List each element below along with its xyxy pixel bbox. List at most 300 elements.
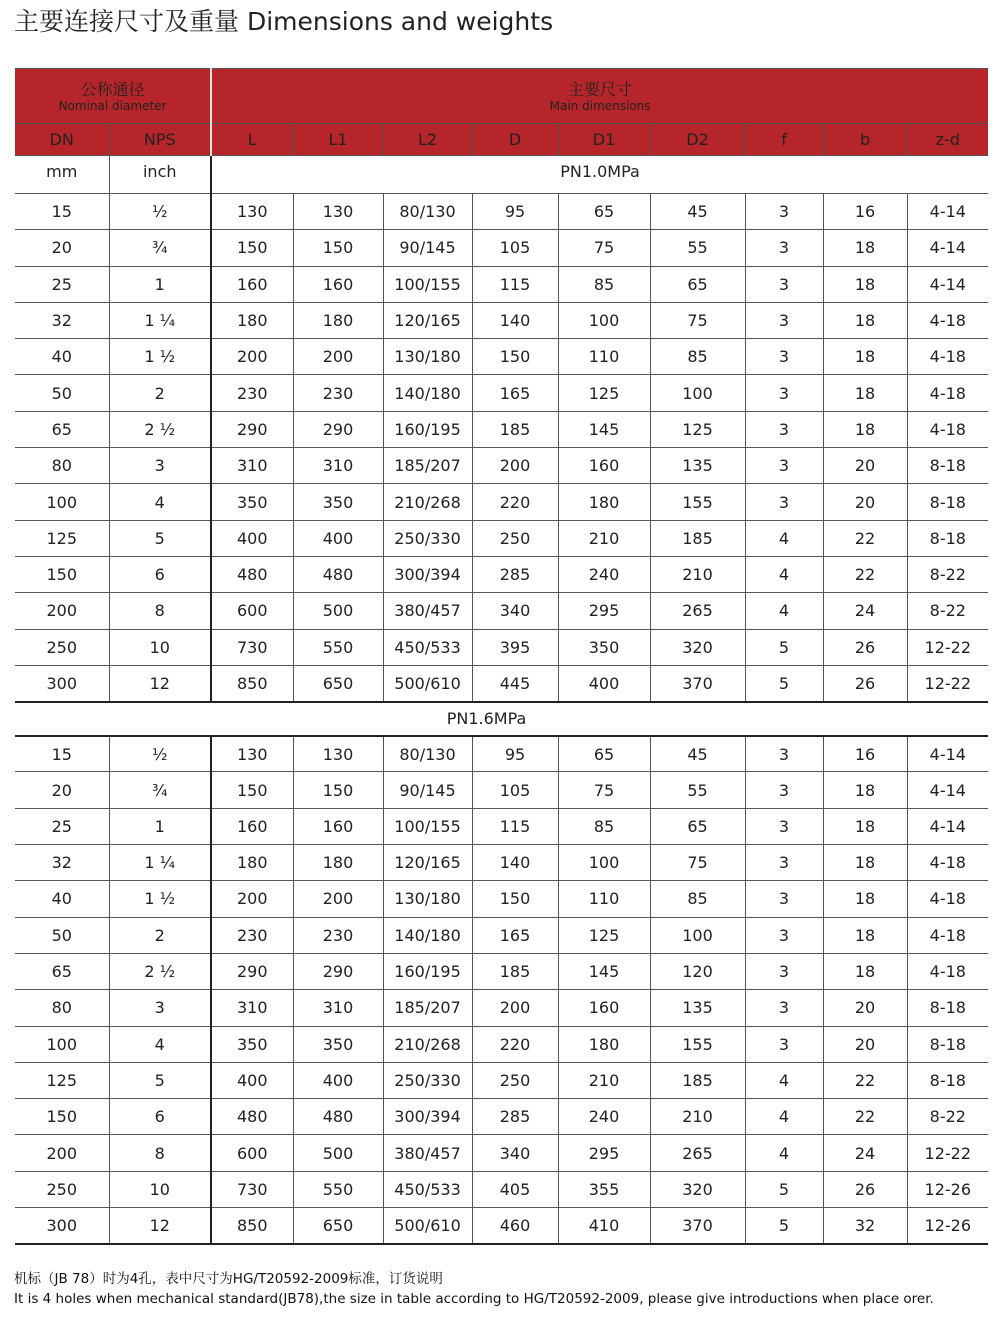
cell-l2: 380/457 bbox=[383, 1135, 472, 1171]
cell-f: 5 bbox=[745, 1171, 823, 1207]
cell-dn: 32 bbox=[15, 845, 109, 881]
cell-f: 3 bbox=[745, 448, 823, 484]
cell-l1: 310 bbox=[293, 448, 383, 484]
cell-nps: ¾ bbox=[109, 772, 211, 808]
page-title: 主要连接尺寸及重量 Dimensions and weights bbox=[14, 7, 554, 36]
col-header-d2: D2 bbox=[650, 124, 745, 156]
cell-f: 3 bbox=[745, 302, 823, 338]
cell-d2: 265 bbox=[650, 1135, 745, 1171]
cell-l2: 130/180 bbox=[383, 881, 472, 917]
cell-d1: 145 bbox=[558, 411, 650, 447]
cell-b: 18 bbox=[823, 375, 907, 411]
cell-dn: 250 bbox=[15, 1171, 109, 1207]
cell-b: 18 bbox=[823, 917, 907, 953]
cell-dn: 150 bbox=[15, 556, 109, 592]
cell-d1: 160 bbox=[558, 448, 650, 484]
cell-d2: 120 bbox=[650, 953, 745, 989]
cell-l: 730 bbox=[211, 1171, 293, 1207]
cell-f: 3 bbox=[745, 736, 823, 772]
cell-dn: 65 bbox=[15, 411, 109, 447]
cell-f: 3 bbox=[745, 845, 823, 881]
column-header-row bbox=[15, 124, 988, 156]
cell-b: 18 bbox=[823, 411, 907, 447]
cell-l: 230 bbox=[211, 375, 293, 411]
cell-f: 4 bbox=[745, 593, 823, 629]
cell-b: 18 bbox=[823, 266, 907, 302]
cell-f: 5 bbox=[745, 1208, 823, 1244]
cell-nps: 8 bbox=[109, 593, 211, 629]
cell-d1: 295 bbox=[558, 1135, 650, 1171]
cell-nps: 5 bbox=[109, 1062, 211, 1098]
unit-mm: mm bbox=[15, 156, 109, 194]
table-row bbox=[15, 266, 988, 302]
cell-f: 4 bbox=[745, 1062, 823, 1098]
col-header-nps: NPS bbox=[109, 124, 211, 156]
cell-l1: 200 bbox=[293, 881, 383, 917]
cell-d2: 320 bbox=[650, 629, 745, 665]
cell-b: 18 bbox=[823, 772, 907, 808]
cell-nps: 2 ½ bbox=[109, 411, 211, 447]
cell-nps: 8 bbox=[109, 1135, 211, 1171]
cell-f: 3 bbox=[745, 484, 823, 520]
cell-l2: 140/180 bbox=[383, 917, 472, 953]
cell-z-d: 8-22 bbox=[907, 556, 988, 592]
cell-nps: 3 bbox=[109, 990, 211, 1026]
cell-dn: 20 bbox=[15, 230, 109, 266]
cell-d2: 265 bbox=[650, 593, 745, 629]
cell-l2: 250/330 bbox=[383, 520, 472, 556]
cell-l1: 650 bbox=[293, 665, 383, 701]
cell-nps: 1 ¼ bbox=[109, 845, 211, 881]
cell-l2: 210/268 bbox=[383, 484, 472, 520]
cell-l1: 130 bbox=[293, 736, 383, 772]
cell-dn: 20 bbox=[15, 772, 109, 808]
cell-d2: 45 bbox=[650, 194, 745, 230]
cell-l1: 650 bbox=[293, 1208, 383, 1244]
cell-d1: 125 bbox=[558, 917, 650, 953]
cell-nps: 1 ¼ bbox=[109, 302, 211, 338]
cell-d: 445 bbox=[472, 665, 558, 701]
cell-l2: 185/207 bbox=[383, 448, 472, 484]
cell-nps: 1 ½ bbox=[109, 339, 211, 375]
cell-l1: 500 bbox=[293, 593, 383, 629]
cell-f: 4 bbox=[745, 1099, 823, 1135]
cell-d: 185 bbox=[472, 411, 558, 447]
cell-l2: 210/268 bbox=[383, 1026, 472, 1062]
cell-d2: 135 bbox=[650, 990, 745, 1026]
cell-l1: 290 bbox=[293, 411, 383, 447]
cell-l2: 130/180 bbox=[383, 339, 472, 375]
main-dimensions-cn: 主要尺寸 bbox=[568, 79, 633, 99]
cell-l: 160 bbox=[211, 808, 293, 844]
cell-b: 18 bbox=[823, 339, 907, 375]
table-row bbox=[15, 1062, 988, 1098]
table-row bbox=[15, 1208, 988, 1244]
table-row bbox=[15, 302, 988, 338]
cell-l2: 120/165 bbox=[383, 845, 472, 881]
cell-l2: 80/130 bbox=[383, 736, 472, 772]
footnote-cn: 机标（JB 78）时为4孔，表中尺寸为HG/T20592-2009标准，订货说明 bbox=[14, 1271, 443, 1287]
table-row bbox=[15, 411, 988, 447]
col-header-b: b bbox=[823, 124, 907, 156]
cell-nps: 6 bbox=[109, 556, 211, 592]
cell-d2: 55 bbox=[650, 230, 745, 266]
cell-f: 5 bbox=[745, 629, 823, 665]
table-row bbox=[15, 917, 988, 953]
cell-f: 3 bbox=[745, 194, 823, 230]
cell-nps: 1 bbox=[109, 266, 211, 302]
cell-l1: 160 bbox=[293, 266, 383, 302]
col-header-d1: D1 bbox=[558, 124, 650, 156]
nominal-diameter-cn: 公称通径 bbox=[80, 79, 145, 99]
cell-b: 18 bbox=[823, 845, 907, 881]
section-header-row bbox=[15, 156, 988, 194]
cell-d2: 100 bbox=[650, 917, 745, 953]
cell-nps: 10 bbox=[109, 629, 211, 665]
cell-d: 220 bbox=[472, 1026, 558, 1062]
table-row bbox=[15, 484, 988, 520]
cell-d1: 355 bbox=[558, 1171, 650, 1207]
cell-nps: 2 bbox=[109, 375, 211, 411]
cell-l: 200 bbox=[211, 339, 293, 375]
cell-l2: 500/610 bbox=[383, 665, 472, 701]
cell-dn: 125 bbox=[15, 1062, 109, 1098]
cell-z-d: 4-14 bbox=[907, 266, 988, 302]
cell-f: 3 bbox=[745, 230, 823, 266]
cell-z-d: 8-18 bbox=[907, 1026, 988, 1062]
cell-d1: 75 bbox=[558, 772, 650, 808]
col-header-dn: DN bbox=[15, 124, 109, 156]
cell-d: 150 bbox=[472, 881, 558, 917]
cell-dn: 125 bbox=[15, 520, 109, 556]
cell-l1: 150 bbox=[293, 230, 383, 266]
cell-nps: 6 bbox=[109, 1099, 211, 1135]
cell-b: 22 bbox=[823, 1099, 907, 1135]
table-row bbox=[15, 1135, 988, 1171]
cell-d: 115 bbox=[472, 266, 558, 302]
cell-dn: 150 bbox=[15, 1099, 109, 1135]
cell-d: 460 bbox=[472, 1208, 558, 1244]
cell-z-d: 8-18 bbox=[907, 484, 988, 520]
cell-z-d: 8-22 bbox=[907, 593, 988, 629]
cell-d: 95 bbox=[472, 194, 558, 230]
cell-nps: 1 ½ bbox=[109, 881, 211, 917]
cell-d1: 85 bbox=[558, 266, 650, 302]
table-row bbox=[15, 845, 988, 881]
cell-dn: 100 bbox=[15, 484, 109, 520]
cell-f: 3 bbox=[745, 772, 823, 808]
cell-l: 350 bbox=[211, 484, 293, 520]
cell-dn: 40 bbox=[15, 339, 109, 375]
cell-d: 250 bbox=[472, 1062, 558, 1098]
cell-nps: 4 bbox=[109, 1026, 211, 1062]
cell-d: 185 bbox=[472, 953, 558, 989]
table-row bbox=[15, 1099, 988, 1135]
cell-b: 20 bbox=[823, 1026, 907, 1062]
cell-l1: 150 bbox=[293, 772, 383, 808]
cell-b: 24 bbox=[823, 1135, 907, 1171]
table-row bbox=[15, 375, 988, 411]
table-row bbox=[15, 1026, 988, 1062]
cell-z-d: 8-18 bbox=[907, 990, 988, 1026]
cell-d1: 210 bbox=[558, 520, 650, 556]
cell-b: 22 bbox=[823, 556, 907, 592]
cell-d1: 210 bbox=[558, 1062, 650, 1098]
cell-d1: 65 bbox=[558, 194, 650, 230]
cell-d2: 210 bbox=[650, 1099, 745, 1135]
cell-d1: 180 bbox=[558, 1026, 650, 1062]
cell-b: 22 bbox=[823, 520, 907, 556]
cell-l2: 450/533 bbox=[383, 629, 472, 665]
cell-l2: 500/610 bbox=[383, 1208, 472, 1244]
cell-l1: 230 bbox=[293, 917, 383, 953]
cell-l1: 180 bbox=[293, 302, 383, 338]
cell-nps: ½ bbox=[109, 736, 211, 772]
table-row bbox=[15, 808, 988, 844]
table-row bbox=[15, 736, 988, 772]
table-row bbox=[15, 990, 988, 1026]
cell-z-d: 4-14 bbox=[907, 194, 988, 230]
cell-d: 200 bbox=[472, 448, 558, 484]
col-header-l2: L2 bbox=[383, 124, 472, 156]
cell-b: 26 bbox=[823, 629, 907, 665]
cell-l2: 90/145 bbox=[383, 772, 472, 808]
cell-d1: 145 bbox=[558, 953, 650, 989]
cell-d2: 370 bbox=[650, 1208, 745, 1244]
cell-dn: 25 bbox=[15, 266, 109, 302]
cell-d: 165 bbox=[472, 375, 558, 411]
cell-l1: 550 bbox=[293, 1171, 383, 1207]
cell-b: 22 bbox=[823, 1062, 907, 1098]
main-dimensions-header bbox=[211, 69, 988, 124]
cell-d1: 350 bbox=[558, 629, 650, 665]
table-row bbox=[15, 194, 988, 230]
cell-d1: 125 bbox=[558, 375, 650, 411]
cell-d1: 85 bbox=[558, 808, 650, 844]
cell-z-d: 4-18 bbox=[907, 302, 988, 338]
cell-b: 16 bbox=[823, 194, 907, 230]
cell-b: 26 bbox=[823, 1171, 907, 1207]
cell-l1: 310 bbox=[293, 990, 383, 1026]
table-body bbox=[15, 69, 988, 1244]
cell-f: 3 bbox=[745, 808, 823, 844]
cell-l1: 350 bbox=[293, 484, 383, 520]
cell-b: 18 bbox=[823, 808, 907, 844]
cell-z-d: 8-18 bbox=[907, 448, 988, 484]
cell-d1: 110 bbox=[558, 881, 650, 917]
cell-d2: 210 bbox=[650, 556, 745, 592]
cell-nps: 2 ½ bbox=[109, 953, 211, 989]
cell-d2: 75 bbox=[650, 845, 745, 881]
cell-nps: 3 bbox=[109, 448, 211, 484]
cell-d1: 240 bbox=[558, 556, 650, 592]
cell-d2: 135 bbox=[650, 448, 745, 484]
cell-d2: 100 bbox=[650, 375, 745, 411]
cell-d2: 75 bbox=[650, 302, 745, 338]
cell-z-d: 4-18 bbox=[907, 917, 988, 953]
cell-f: 3 bbox=[745, 953, 823, 989]
cell-d2: 85 bbox=[650, 881, 745, 917]
cell-b: 20 bbox=[823, 990, 907, 1026]
cell-l: 200 bbox=[211, 881, 293, 917]
cell-z-d: 4-18 bbox=[907, 339, 988, 375]
cell-l: 850 bbox=[211, 1208, 293, 1244]
cell-d1: 400 bbox=[558, 665, 650, 701]
cell-l: 310 bbox=[211, 990, 293, 1026]
footnotes bbox=[14, 1269, 934, 1309]
cell-dn: 250 bbox=[15, 629, 109, 665]
cell-l2: 380/457 bbox=[383, 593, 472, 629]
table-row bbox=[15, 556, 988, 592]
cell-d: 140 bbox=[472, 845, 558, 881]
cell-d2: 125 bbox=[650, 411, 745, 447]
cell-dn: 15 bbox=[15, 194, 109, 230]
table-row bbox=[15, 881, 988, 917]
cell-d: 105 bbox=[472, 772, 558, 808]
cell-l1: 160 bbox=[293, 808, 383, 844]
cell-z-d: 12-26 bbox=[907, 1208, 988, 1244]
cell-nps: 4 bbox=[109, 484, 211, 520]
cell-z-d: 4-14 bbox=[907, 230, 988, 266]
cell-l: 180 bbox=[211, 845, 293, 881]
cell-d1: 410 bbox=[558, 1208, 650, 1244]
table-row bbox=[15, 448, 988, 484]
cell-d: 220 bbox=[472, 484, 558, 520]
cell-d2: 65 bbox=[650, 266, 745, 302]
nominal-diameter-header bbox=[15, 69, 211, 124]
cell-d: 140 bbox=[472, 302, 558, 338]
cell-l2: 450/533 bbox=[383, 1171, 472, 1207]
cell-l1: 480 bbox=[293, 556, 383, 592]
cell-nps: 5 bbox=[109, 520, 211, 556]
cell-l1: 550 bbox=[293, 629, 383, 665]
table-row bbox=[15, 1171, 988, 1207]
cell-dn: 200 bbox=[15, 1135, 109, 1171]
table-row bbox=[15, 230, 988, 266]
pressure-class-label: PN1.6MPa bbox=[15, 702, 988, 736]
cell-l2: 300/394 bbox=[383, 1099, 472, 1135]
cell-l2: 160/195 bbox=[383, 953, 472, 989]
col-header-l1: L1 bbox=[293, 124, 383, 156]
cell-l1: 400 bbox=[293, 1062, 383, 1098]
table-row bbox=[15, 953, 988, 989]
cell-nps: ½ bbox=[109, 194, 211, 230]
main-dimensions-en: Main dimensions bbox=[549, 98, 651, 113]
cell-b: 26 bbox=[823, 665, 907, 701]
cell-nps: 10 bbox=[109, 1171, 211, 1207]
cell-l: 290 bbox=[211, 411, 293, 447]
cell-d: 95 bbox=[472, 736, 558, 772]
cell-z-d: 4-18 bbox=[907, 881, 988, 917]
cell-l: 230 bbox=[211, 917, 293, 953]
cell-d2: 65 bbox=[650, 808, 745, 844]
cell-l1: 200 bbox=[293, 339, 383, 375]
cell-b: 18 bbox=[823, 302, 907, 338]
cell-l: 310 bbox=[211, 448, 293, 484]
cell-l1: 290 bbox=[293, 953, 383, 989]
cell-nps: ¾ bbox=[109, 230, 211, 266]
table-row bbox=[15, 629, 988, 665]
cell-l: 400 bbox=[211, 1062, 293, 1098]
cell-l: 850 bbox=[211, 665, 293, 701]
cell-b: 18 bbox=[823, 953, 907, 989]
cell-f: 5 bbox=[745, 665, 823, 701]
footnote-en: It is 4 holes when mechanical standard(JB78),the size in table according to HG/T20592-2009, please give introductions when place orer. bbox=[14, 1291, 934, 1307]
cell-l2: 120/165 bbox=[383, 302, 472, 338]
cell-nps: 12 bbox=[109, 665, 211, 701]
cell-nps: 2 bbox=[109, 917, 211, 953]
cell-f: 3 bbox=[745, 917, 823, 953]
cell-d2: 185 bbox=[650, 520, 745, 556]
cell-z-d: 8-18 bbox=[907, 1062, 988, 1098]
cell-l: 130 bbox=[211, 194, 293, 230]
col-header-d: D bbox=[472, 124, 558, 156]
cell-f: 4 bbox=[745, 1135, 823, 1171]
cell-l: 180 bbox=[211, 302, 293, 338]
cell-l2: 250/330 bbox=[383, 1062, 472, 1098]
cell-d: 405 bbox=[472, 1171, 558, 1207]
cell-d: 105 bbox=[472, 230, 558, 266]
cell-dn: 200 bbox=[15, 593, 109, 629]
cell-l: 480 bbox=[211, 556, 293, 592]
cell-b: 32 bbox=[823, 1208, 907, 1244]
cell-f: 3 bbox=[745, 990, 823, 1026]
cell-dn: 32 bbox=[15, 302, 109, 338]
cell-b: 20 bbox=[823, 448, 907, 484]
cell-dn: 50 bbox=[15, 917, 109, 953]
cell-d2: 320 bbox=[650, 1171, 745, 1207]
cell-d: 340 bbox=[472, 593, 558, 629]
cell-d: 395 bbox=[472, 629, 558, 665]
cell-b: 18 bbox=[823, 230, 907, 266]
cell-l2: 90/145 bbox=[383, 230, 472, 266]
cell-d: 340 bbox=[472, 1135, 558, 1171]
unit-inch: inch bbox=[109, 156, 211, 194]
cell-f: 3 bbox=[745, 266, 823, 302]
cell-f: 3 bbox=[745, 411, 823, 447]
cell-z-d: 4-14 bbox=[907, 736, 988, 772]
cell-l: 160 bbox=[211, 266, 293, 302]
cell-d: 250 bbox=[472, 520, 558, 556]
cell-b: 20 bbox=[823, 484, 907, 520]
cell-l: 600 bbox=[211, 1135, 293, 1171]
cell-z-d: 12-22 bbox=[907, 665, 988, 701]
col-header-l: L bbox=[211, 124, 293, 156]
header-group-row bbox=[15, 69, 988, 124]
table-row bbox=[15, 593, 988, 629]
cell-d1: 240 bbox=[558, 1099, 650, 1135]
table-row bbox=[15, 520, 988, 556]
cell-d1: 100 bbox=[558, 302, 650, 338]
cell-z-d: 4-18 bbox=[907, 411, 988, 447]
dimensions-table bbox=[15, 68, 988, 1245]
cell-z-d: 12-26 bbox=[907, 1171, 988, 1207]
cell-z-d: 4-18 bbox=[907, 375, 988, 411]
cell-f: 3 bbox=[745, 1026, 823, 1062]
cell-l1: 180 bbox=[293, 845, 383, 881]
cell-l: 130 bbox=[211, 736, 293, 772]
cell-z-d: 8-18 bbox=[907, 520, 988, 556]
table-row bbox=[15, 339, 988, 375]
cell-f: 4 bbox=[745, 520, 823, 556]
cell-f: 3 bbox=[745, 375, 823, 411]
cell-l: 480 bbox=[211, 1099, 293, 1135]
cell-d1: 180 bbox=[558, 484, 650, 520]
cell-l: 600 bbox=[211, 593, 293, 629]
cell-d2: 155 bbox=[650, 484, 745, 520]
cell-l2: 80/130 bbox=[383, 194, 472, 230]
cell-z-d: 12-22 bbox=[907, 629, 988, 665]
